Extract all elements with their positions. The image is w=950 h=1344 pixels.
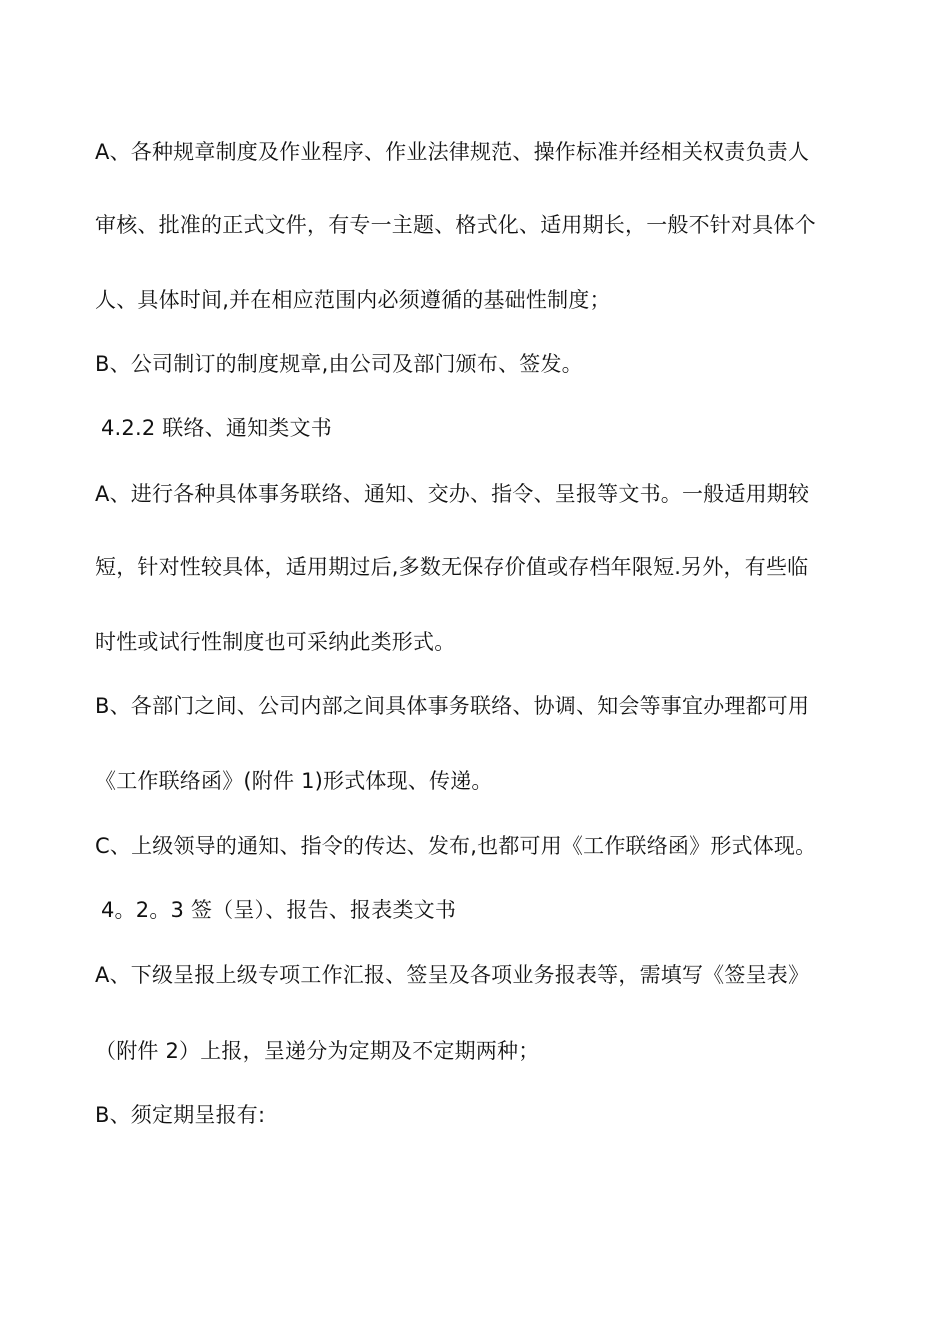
section-heading: 4。2。3 签（呈）、报告、报表类文书	[101, 898, 457, 922]
section-heading: 4.2.2 联络、通知类文书	[101, 416, 332, 440]
paragraph-line: A、各种规章制度及作业程序、作业法律规范、操作标准并经相关权责负责人	[95, 140, 810, 164]
paragraph-line: B、须定期呈报有:	[95, 1103, 266, 1127]
paragraph-line: B、公司制订的制度规章,由公司及部门颁布、签发。	[95, 352, 583, 376]
paragraph-line: 《工作联络函》(附件 1)形式体现、传递。	[95, 769, 493, 793]
paragraph-line: B、各部门之间、公司内部之间具体事务联络、协调、知会等事宜办理都可用	[95, 694, 810, 718]
paragraph-line: （附件 2）上报，呈递分为定期及不定期两种；	[95, 1039, 540, 1063]
paragraph-line: 时性或试行性制度也可采纳此类形式。	[95, 630, 456, 654]
paragraph-line: A、下级呈报上级专项工作汇报、签呈及各项业务报表等，需填写《签呈表》	[95, 963, 810, 987]
paragraph-line: C、上级领导的通知、指令的传达、发布,也都可用《工作联络函》形式体现。	[95, 834, 817, 858]
paragraph-line: 短，针对性较具体，适用期过后,多数无保存价值或存档年限短.另外，有些临	[95, 555, 809, 579]
paragraph-line: 人、具体时间,并在相应范围内必须遵循的基础性制度；	[95, 288, 611, 312]
paragraph-line: A、进行各种具体事务联络、通知、交办、指令、呈报等文书。一般适用期较	[95, 482, 810, 506]
paragraph-line: 审核、批准的正式文件，有专一主题、格式化、适用期长，一般不针对具体个	[95, 213, 816, 237]
